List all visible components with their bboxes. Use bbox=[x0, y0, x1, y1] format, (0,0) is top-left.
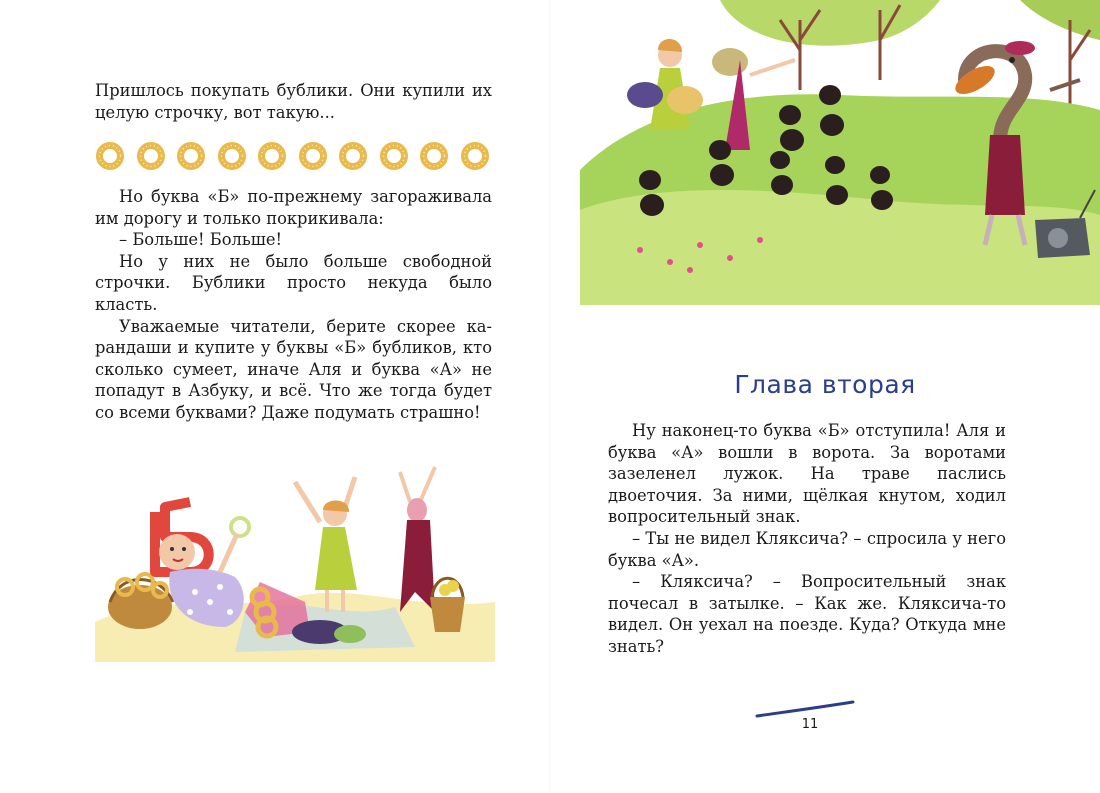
bagel-icon bbox=[379, 141, 409, 171]
bagel-icon bbox=[298, 141, 328, 171]
basket-right bbox=[430, 578, 465, 632]
bagel-icon bbox=[176, 141, 206, 171]
intro-text: Пришлось покупать бублики. Они купили их целую строчку, вот такую... bbox=[95, 81, 492, 122]
illustration-meadow-with-colons bbox=[580, 0, 1100, 305]
tree-canopy-left bbox=[720, 0, 940, 46]
tall-red-figure bbox=[400, 467, 435, 612]
intro-paragraph bbox=[95, 80, 492, 123]
green-cushion bbox=[334, 625, 366, 643]
bagel-icon bbox=[338, 141, 368, 171]
left-paragraph-2: – Больше! Больше! bbox=[119, 230, 283, 250]
bagel-icon bbox=[257, 141, 287, 171]
bagel-icon bbox=[95, 141, 125, 171]
chapter-title: Глава вторая bbox=[734, 370, 916, 399]
illustration-letter-b-selling-bagels bbox=[95, 462, 495, 672]
bagel-icon bbox=[460, 141, 490, 171]
left-body-text bbox=[95, 186, 492, 424]
basket-left bbox=[108, 574, 173, 629]
left-paragraph-4: Уважаемые читатели, берите скорее карандаши и купите у буквы «Б» бубликов, кто сколько сумеет, иначе Аля и буква «А» не попадут в Азбуку, и всё. Что же тогда будет со всеми буквами? Даже подумать страшно! bbox=[95, 316, 492, 422]
right-paragraph-3: – Кляксича? – Вопросительный знак почесал в затылке. – Как же. Кляксича-то видел. Он уехал на поезде. Куда? Откуда мне знать? bbox=[608, 572, 1006, 656]
right-paragraph-1: Ну наконец-то буква «Б» отступила! Аля и буква «А» вошли в ворота. За воротами зазеленел лужок. На траве паслись двоеточия. За ними, щёлкая кнутом, ходил вопросительный знак. bbox=[608, 421, 1006, 527]
bagel-icon bbox=[419, 141, 449, 171]
right-body-text bbox=[608, 420, 1006, 658]
page-number: 11 bbox=[801, 717, 819, 732]
right-page bbox=[550, 0, 1100, 793]
girl-reaching bbox=[295, 477, 357, 612]
bagel-icon bbox=[136, 141, 166, 171]
bagel-row bbox=[95, 139, 490, 173]
left-paragraph-1: Но буква «Б» по-прежнему загораживала им дорогу и только покрикивала: bbox=[95, 187, 492, 228]
right-paragraph-2: – Ты не видел Кляксича? – спросила у него буква «А». bbox=[608, 528, 1006, 570]
left-paragraph-3: Но у них не было больше свободной строчки. Бублики просто некуда было класть. bbox=[95, 251, 492, 314]
bagel-icon bbox=[217, 141, 247, 171]
